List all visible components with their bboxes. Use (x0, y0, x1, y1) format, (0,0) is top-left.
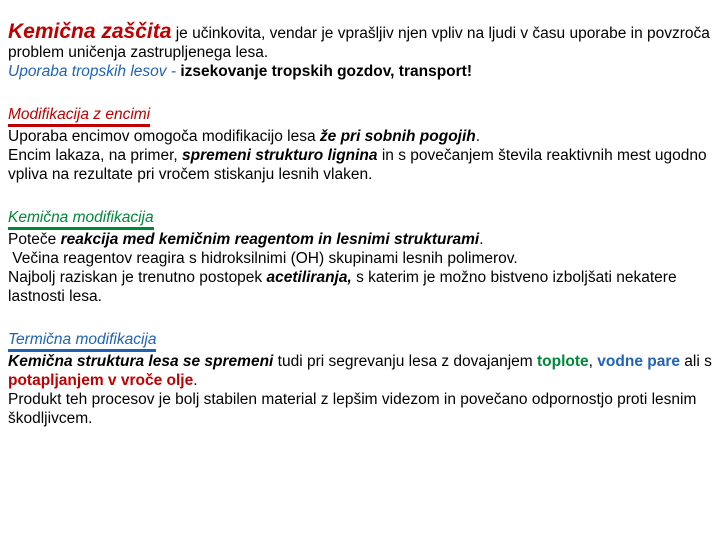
thermal-p1-text: tudi pri segrevanju lesa z dovajanjem (273, 353, 538, 370)
chemical-p1-text: Poteče (8, 231, 61, 248)
chemical-p1-end: . (479, 231, 484, 248)
enzyme-p1-end: . (475, 128, 481, 145)
thermal-p1-emphasis: Kemična struktura lesa se spremeni (8, 353, 274, 370)
slide-content (8, 22, 714, 428)
thermal-section (8, 330, 714, 428)
thermal-p1-comma: , (588, 353, 598, 370)
enzyme-paragraph-2 (8, 146, 714, 184)
enzyme-p1-emphasis: že pri sobnih pogojih (319, 128, 476, 145)
chemical-paragraph-2: Večina reagentov reagira s hidroksilnimi (OH) skupinami lesnih polimerov. (8, 250, 518, 267)
thermal-heat: toplote (537, 353, 589, 370)
chemical-p1-emphasis: reakcija med kemičnim reagentom in lesnimi strukturami (60, 231, 480, 248)
intro-paragraph (8, 22, 714, 62)
chemical-paragraph-3 (8, 268, 714, 306)
chemical-p3-text: Najbolj raziskan je trenutno postopek (8, 269, 267, 286)
chemical-p3-end: s katerim je možno bistveno izboljšati nekatere lastnosti lesa. (8, 269, 677, 305)
enzyme-p2-emphasis: spremeni strukturo lignina (182, 147, 378, 164)
thermal-hot-oil: potapljanjem v vroče olje (8, 372, 194, 389)
thermal-p1-end: . (193, 372, 198, 389)
tropical-wood-line (8, 62, 714, 81)
intro-text: je učinkovita, vendar je vprašljiv njen vpliv na ljudi v času uporabe in povzroča problem uničenja zastrupljenega lesa. (8, 25, 710, 61)
tropical-wood-consequence: izsekovanje tropskih gozdov, transport! (180, 63, 472, 80)
enzyme-section (8, 105, 714, 184)
enzyme-heading: Modifikacija z encimi (8, 105, 150, 127)
tropical-wood-label: Uporaba tropskih lesov - (8, 63, 181, 80)
enzyme-p2-text: Encim lakaza, na primer, (8, 147, 183, 164)
enzyme-p2-end: in s povečanjem števila reaktivnih mest ugodno vpliva na rezultate pri vročem stiskanju lesnih vlaken. (8, 147, 707, 183)
chemical-heading: Kemična modifikacija (8, 208, 154, 230)
thermal-paragraph-2: Produkt teh procesov je bolj stabilen material z lepšim videzom in povečano odpornostjo proti lesnim škodljivcem. (8, 391, 697, 427)
thermal-heading: Termična modifikacija (8, 330, 156, 352)
enzyme-p1-text: Uporaba encimov omogoča modifikacijo lesa (8, 128, 320, 145)
intro-title: Kemična zaščita (8, 20, 172, 43)
chemical-p3-emphasis: acetiliranja, (266, 269, 352, 286)
thermal-p1-or: ali s (680, 353, 712, 370)
enzyme-paragraph-1 (8, 127, 714, 146)
thermal-steam: vodne pare (597, 353, 680, 370)
intro-section (8, 22, 714, 81)
chemical-paragraph-1 (8, 230, 714, 249)
thermal-paragraph-1 (8, 352, 714, 390)
chemical-section (8, 208, 714, 306)
